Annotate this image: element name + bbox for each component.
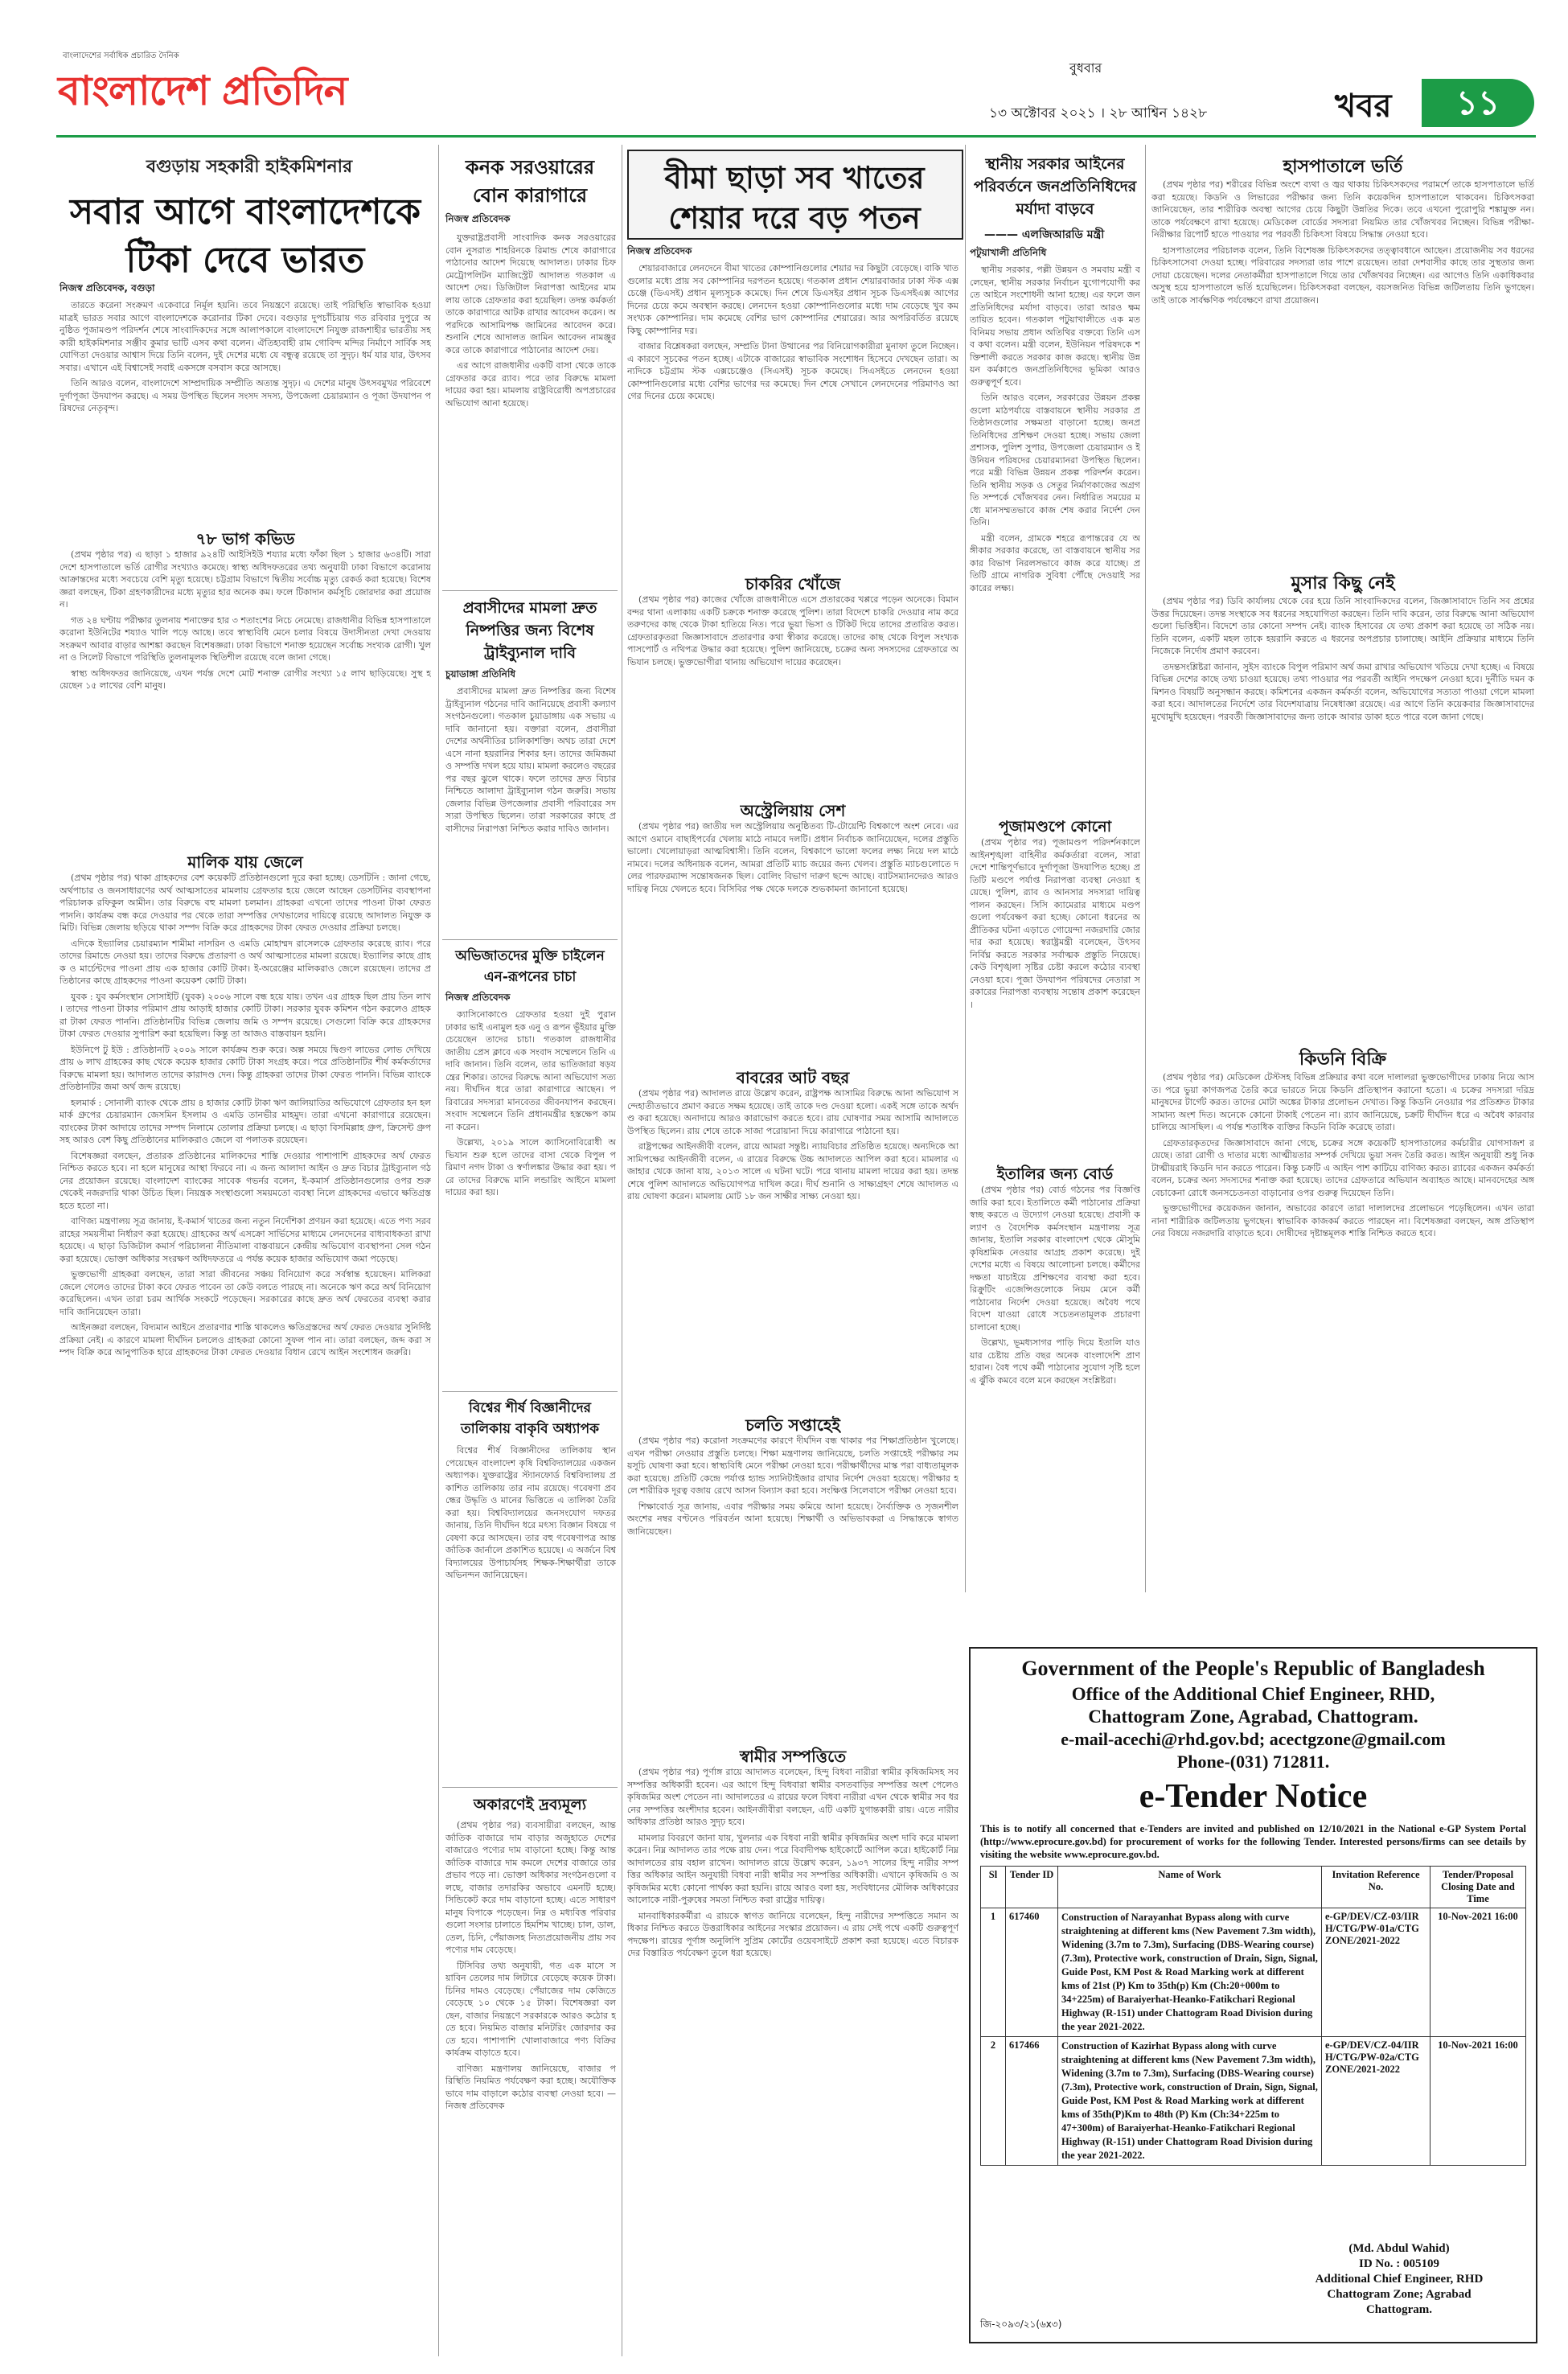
tender-intro: This is to notify all concerned that e-Tenders are invited and published on 12/10/2021 in the National e-GP System Portal (http://www.eprocure.gov.bd) for procurement of works for the following Tender. Interested persons/firms can see details by visiting the website www.eprocure.gov.bd. <box>980 1823 1526 1860</box>
tender-sl: 2 <box>981 2037 1006 2166</box>
subhead: চাকরির খোঁজে <box>745 574 841 594</box>
tender-email: e-mail-acechi@rhd.gov.bd; acectgzone@gmail.com <box>1061 1729 1446 1749</box>
page-number: ১১ <box>1455 83 1500 122</box>
subhead: স্বামীর সম্পত্তিতে <box>739 1747 847 1766</box>
article-body: (প্রথম পৃষ্ঠার পর) আদালত রায়ে উল্লেখ করেন, রাষ্ট্রপক্ষ আসামির বিরুদ্ধে আনা অভিযোগ সন্দেহাতীতভাবে প্রমাণ করতে সক্ষম হয়েছে। তাই তাকে দণ্ড দেওয়া হলো। একই সঙ্গে তাকে অর্থদণ্ড করা হয়েছে। অনাদায়ে আরও কারাভোগ করতে হবে। রায় ঘোষণার সময় আসামি আদালতে উপস্থিত ছিলেন। রায় শেষে তাকে সাজা পরোয়ানা দিয়ে কারাগারে পাঠানো হয়। রাষ্ট্রপক্ষের আইনজীবী বলেন, রায়ে আমরা সন্তুষ্ট। ন্যায়বিচার প্রতিষ্ঠিত হয়েছে। অন্যদিকে আসামিপক্ষের আইনজীবী বলেন, এ রায়ের বিরুদ্ধে উচ্চ আদালতে আপিল করা হবে। মামলার এজাহার থেকে জানা যায়, ২০১৩ সালে এ ঘটনা ঘটে। পরে থানায় মামলা দায়ের করা হয়। তদন্ত শেষে পুলিশ আদালতে অভিযোগপত্র দাখিল করে। দীর্ঘ শুনানি ও সাক্ষ্যগ্রহণ শেষে আদালত এ রায় ঘোষণা করেন। মামলায় মোট ১৮ জন সাক্ষীর সাক্ষ্য নেওয়া হয়। <box>627 1088 958 1201</box>
byline: নিজস্ব প্রতিবেদক <box>445 213 511 224</box>
article-body: (প্রথম পৃষ্ঠার পর) এ ছাড়া ১ হাজার ৯২৪টি আইসিইউ শয্যার মধ্যে ফাঁকা ছিল ১ হাজার ৬৩৪টি। সারা দেশে হাসপাতালে ভর্তি রোগীর সংখ্যাও কমেছে। স্বাস্থ্য অধিদফতরের তথ্য অনুযায়ী ঢাকা বিভাগে করোনায় আক্রান্তদের মধ্যে সবচেয়ে বেশি মৃত্যু হয়েছে। চট্টগ্রাম বিভাগে দ্বিতীয় সর্বোচ্চ মৃত্যু রেকর্ড করা হয়েছে। বিশেষজ্ঞরা বলছেন, টিকা গ্রহণকারীদের মধ্যে মৃত্যুর হার অনেক কম। ফলে টিকাদান কর্মসূচি জোরদার করা প্রয়োজন। গত ২৪ ঘণ্টায় পরীক্ষার তুলনায় শনাক্তের হার ৩ শতাংশের নিচে নেমেছে। রাজধানীর বিভিন্ন হাসপাতালে করোনা ইউনিটের শয্যাও খালি পড়ে আছে। তবে স্বাস্থ্যবিধি মেনে চলার বিষয়ে উদাসীনতা দেখা দেওয়ায় সংক্রমণ আবার বাড়ার আশঙ্কা করছেন বিশেষজ্ঞরা। ঢাকা বিভাগে শনাক্ত হয়েছেন সর্বোচ্চ সংখ্যক রোগী। খুলনা ও সিলেট বিভাগে পরিস্থিতি তুলনামূলক স্থিতিশীল রয়েছে বলে জানা গেছে। স্বাস্থ্য অধিদফতর জানিয়েছে, এখন পর্যন্ত দেশে মোট শনাক্ত রোগীর সংখ্যা ১৫ লাখ ছাড়িয়েছে। সুস্থ হয়েছেন ১৫ লাখের বেশি মানুষ। <box>60 549 431 691</box>
subhead: অস্ট্রেলিয়ায় সেশ <box>740 801 846 820</box>
issue-date: ১৩ অক্টোবর ২০২১ । ২৮ আশ্বিন ১৪২৮ <box>989 105 1208 121</box>
tender-closing: 10-Nov-2021 16:00 <box>1430 1908 1526 2037</box>
story-headline: এন-রূপনের চাচা <box>483 969 577 985</box>
masthead-rule <box>56 135 1536 138</box>
sign-id: ID No. : 005109 <box>1359 2257 1439 2270</box>
article-body: (প্রথম পৃষ্ঠার পর) পূর্ণাঙ্গ রায়ে আদালত বলেছেন, হিন্দু বিধবা নারীরা স্বামীর কৃষিজমিসহ সব সম্পত্তির অধিকারী হবেন। এর আগে হিন্দু বিধবারা স্বামীর বসতবাড়ির সম্পত্তির অংশ পেলেও কৃষিজমির অংশ পেতেন না। আদালতের এ রায়ের ফলে বিধবা নারীরা এখন থেকে স্বামীর সব ধরনের সম্পত্তির অংশীদার হবেন। আইনজীবীরা বলছেন, এটি একটি যুগান্তকারী রায়। এতে নারীর অধিকার প্রতিষ্ঠা আরও সুদৃঢ় হবে। মামলার বিবরণে জানা যায়, খুলনার এক বিধবা নারী স্বামীর কৃষিজমির অংশ দাবি করে মামলা করেন। নিম্ন আদালত তার পক্ষে রায় দেন। পরে বিবাদীপক্ষ হাইকোর্টে আপিল করে। হাইকোর্ট নিম্ন আদালতের রায় বহাল রাখেন। আদালত রায়ে উল্লেখ করেন, ১৯৩৭ সালের হিন্দু নারীর সম্পত্তির অধিকার আইন অনুযায়ী বিধবা নারী স্বামীর সব সম্পত্তির অধিকারী। এখানে কৃষিজমি ও অকৃষিজমির মধ্যে কোনো পার্থক্য করা হয়নি। রায়ে আরও বলা হয়, সংবিধানের মৌলিক অধিকারের আলোকে নারী-পুরুষের সমতা নিশ্চিত করা রাষ্ট্রের দায়িত্ব। মানবাধিকারকর্মীরা এ রায়কে স্বাগত জানিয়ে বলেছেন, হিন্দু নারীদের সম্পত্তিতে সমান অধিকার নিশ্চিত করতে উত্তরাধিকার আইনের সংস্কার প্রয়োজন। এ রায় সেই পথে একটি গুরুত্বপূর্ণ পদক্ষেপ। রায়ের পূর্ণাঙ্গ অনুলিপি সুপ্রিম কোর্টের ওয়েবসাইটে প্রকাশ করা হয়েছে। এতে বিচারকদের বিস্তারিত পর্যবেক্ষণ তুলে ধরা হয়েছে। <box>627 1767 958 1958</box>
story-headline: স্থানীয় সরকার আইনের <box>985 155 1125 173</box>
story-headline: বিশ্বের শীর্ষ বিজ্ঞানীদের <box>469 1400 591 1416</box>
tender-work: Construction of Kazirhat Bypass along with curve straightening at different kms (New Pavement 7.3m width), Widening (3.7m to 7.3m), Surfacing (DBS-Wearing course) (7.3m), Protective work, construction of Drain, Sign, Signal, Guide Post, KM Post & Road Marking work at different kms of 35th(P)Km to 48th (P) Km (Ch:34+225m to 47+300m) of Baraiyerhat-Heanko-Fatikchari Regional Highway (R-151) under Chattogram Road Division during the year 2021-2022. <box>1058 2037 1322 2166</box>
tender-ref: e-GP/DEV/CZ-03/IIRH/CTG/PW-01a/CTG ZONE/2021-2022 <box>1322 1908 1430 2037</box>
sign-name: (Md. Abdul Wahid) <box>1348 2242 1450 2255</box>
byline: নিজস্ব প্রতিবেদক, বগুড়া <box>60 282 155 294</box>
article-body: বিশ্বের শীর্ষ বিজ্ঞানীদের তালিকায় স্থান পেয়েছেন বাংলাদেশ কৃষি বিশ্ববিদ্যালয়ের একজন অধ্যাপক। যুক্তরাষ্ট্রের স্ট্যানফোর্ড বিশ্ববিদ্যালয় প্রকাশিত তালিকায় তার নাম রয়েছে। গবেষণা প্রবন্ধের উদ্ধৃতি ও মানের ভিত্তিতে এ তালিকা তৈরি করা হয়। বিশ্ববিদ্যালয়ের জনসংযোগ দফতর জানায়, তিনি দীর্ঘদিন ধরে মৎস্য বিজ্ঞান বিষয়ে গবেষণা করে আসছেন। তার বহু গবেষণাপত্র আন্তর্জাতিক জার্নালে প্রকাশিত হয়েছে। এ অর্জনে বিশ্ববিদ্যালয়ের উপাচার্যসহ শিক্ষক-শিক্ষার্থীরা তাকে অভিনন্দন জানিয়েছেন। <box>445 1445 616 1580</box>
subhead: মুসার কিছু নেই <box>1291 573 1395 594</box>
story-kicker: বগুড়ায় সহকারী হাইকমিশনার <box>146 157 353 177</box>
article-body: (প্রথম পৃষ্ঠার পর) কাজের খোঁজে রাজধানীতে এসে প্রতারকের খপ্পরে পড়েন অনেকে। বিমানবন্দর থানা এলাকায় একটি চক্রকে শনাক্ত করেছে পুলিশ। তারা বিদেশে চাকরি দেওয়ার নাম করে তরুণদের কাছ থেকে টাকা হাতিয়ে নিত। পরে ভুয়া ভিসা ও টিকিট দিয়ে তাদের প্রতারিত করত। গ্রেফতারকৃতরা জিজ্ঞাসাবাদে প্রতারণার কথা স্বীকার করেছে। তাদের কাছ থেকে বিপুল সংখ্যক পাসপোর্ট ও নথিপত্র উদ্ধার করা হয়েছে। পুলিশ জানিয়েছে, চক্রের অন্য সদস্যদের গ্রেফতারে অভিযান চলছে। ভুক্তভোগীরা থানায় অভিযোগ দায়ের করেছেন। <box>627 594 958 667</box>
article-body: (প্রথম পৃষ্ঠার পর) করোনা সংক্রমণের কারণে দীর্ঘদিন বন্ধ থাকার পর শিক্ষাপ্রতিষ্ঠান খুলেছে। এখন পরীক্ষা নেওয়ার প্রস্তুতি চলছে। শিক্ষা মন্ত্রণালয় জানিয়েছে, চলতি সপ্তাহেই পরীক্ষার সময়সূচি ঘোষণা করা হবে। স্বাস্থ্যবিধি মেনে পরীক্ষা নেওয়া হবে। পরীক্ষার্থীদের মাস্ক পরা বাধ্যতামূলক করা হয়েছে। প্রতিটি কেন্দ্রে পর্যাপ্ত হ্যান্ড স্যানিটাইজার রাখার নির্দেশ দেওয়া হয়েছে। পরীক্ষার হলে শারীরিক দূরত্ব বজায় রেখে আসন বিন্যাস করা হবে। সংক্ষিপ্ত সিলেবাসে পরীক্ষা নেওয়া হবে। শিক্ষাবোর্ড সূত্র জানায়, এবার পরীক্ষার সময় কমিয়ে আনা হয়েছে। নৈর্ব্যক্তিক ও সৃজনশীল অংশের নম্বর বণ্টনেও পরিবর্তন আনা হয়েছে। শিক্ষার্থী ও অভিভাবকরা এ সিদ্ধান্তকে স্বাগত জানিয়েছেন। <box>627 1435 958 1537</box>
tender-work: Construction of Narayanhat Bypass along with curve straightening at different kms (New Pavement 7.3m width), Widening (3.7m to 7.3m), Surfacing (DBS-Wearing course) (7.3m), Protective work, construction of Drain, Sign, Signal, Guide Post, KM Post & Road Marking work at different kms of 21st (P) Km to 35th(p) Km (Ch:20+000m to 34+225m) of Baraiyerhat-Heanko-Fatikchari Regional Highway (R-151) under Chattogram Road Division during the year 2021-2022. <box>1058 1908 1322 2037</box>
column-rule <box>965 145 966 1592</box>
headline-sub: ——— এলজিআরডি মন্ত্রী <box>984 228 1105 241</box>
column-rule <box>1145 145 1146 1592</box>
subhead: চলতি সপ্তাহেই <box>745 1415 840 1435</box>
story-headline: মর্যাদা বাড়বে <box>1016 200 1094 218</box>
subhead: ইতালির জন্য বোর্ড <box>996 1165 1114 1183</box>
article-body: (প্রথম পৃষ্ঠার পর) থাকা গ্রাহকদের বেশ কয়েকটি প্রতিষ্ঠানগুলো দূরে করা হচ্ছে। ডেসটিনি : জানা গেছে, অর্থপাচার ও জনসাধারণের অর্থ আত্মসাতের মামলায় গ্রেফতার হয়ে জেলে আছেন ডেসটিনির ব্যবস্থাপনা পরিচালক রফিকুল আমীন। তার বিরুদ্ধে বহু মামলা চলমান। গ্রাহকরা এখনো তাদের পাওনা টাকা ফেরত পাননি। কার্যক্রম বন্ধ করে দেওয়ার পর থেকে তারা সম্পত্তির দেখভালের দায়িত্বে রয়েছে আদালত নিযুক্ত কমিটি। বিভিন্ন জেলায় ছড়িয়ে থাকা সম্পদ বিক্রি করে গ্রাহকদের টাকা ফেরত দেওয়ার প্রক্রিয়া চলছে। এদিকে ইভ্যালির চেয়ারম্যান শামীমা নাসরিন ও এমডি মোহাম্মদ রাসেলকে গ্রেফতার করেছে র‌্যাব। পরে তাদের রিমান্ডে নেওয়া হয়। তাদের বিরুদ্ধে প্রতারণা ও অর্থ আত্মসাতের মামলা রয়েছে। ইভ্যালির কাছে গ্রাহক ও মার্চেন্টদের পাওনা প্রায় এক হাজার কোটি টাকা। ই-অরেঞ্জের মালিকরাও জেলে রয়েছেন। তাদের প্রতিষ্ঠানের কাছে গ্রাহকদের পাওনা কয়েকশ কোটি টাকা। যুবক : যুব কর্মসংস্থান সোসাইটি (যুবক) ২০০৬ সালে বন্ধ হয়ে যায়। তখন এর গ্রাহক ছিল প্রায় তিন লাখ। তাদের পাওনা টাকার পরিমাণ প্রায় আড়াই হাজার কোটি টাকা। সরকার যুবক কমিশন গঠন করলেও গ্রাহকরা টাকা ফেরত পাননি। প্রতিষ্ঠানটির বিভিন্ন জেলায় জমি ও সম্পদ রয়েছে। সেগুলো বিক্রি করে গ্রাহকদের টাকা ফেরত দেওয়ার সুপারিশ করা হয়েছিল। কিন্তু তা আজও বাস্তবায়ন হয়নি। ইউনিপে টু ইউ : প্রতিষ্ঠানটি ২০০৯ সালে কার্যক্রম শুরু করে। অল্প সময়ে দ্বিগুণ লাভের লোভ দেখিয়ে প্রায় ৬ লাখ গ্রাহকের কাছ থেকে কয়েক হাজার কোটি টাকা সংগ্রহ করে। পরে প্রতিষ্ঠানটির শীর্ষ কর্মকর্তাদের বিরুদ্ধে মামলা হয়। আদালত তাদের কারাদণ্ড দেন। কিন্তু গ্রাহকরা তাদের টাকা ফেরত পাননি। বিভিন্ন ব্যাংকে প্রতিষ্ঠানটির জমা অর্থ জব্দ রয়েছে। হলমার্ক : সোনালী ব্যাংক থেকে প্রায় ৪ হাজার কোটি টাকা ঋণ জালিয়াতির অভিযোগে গ্রেফতার হন হলমার্ক গ্রুপের চেয়ারম্যান জেসমিন ইসলাম ও এমডি তানভীর মাহমুদ। তারা এখনো কারাগারে রয়েছেন। ব্যাংকের টাকা আদায়ে তাদের সম্পদ নিলামে তোলার প্রক্রিয়া চলছে। এ ছাড়া বিসমিল্লাহ গ্রুপ, ক্রিসেন্ট গ্রুপসহ আরও বেশ কিছু প্রতিষ্ঠানের মালিকরাও জেলে বা পলাতক রয়েছেন। বিশেষজ্ঞরা বলছেন, প্রতারক প্রতিষ্ঠানের মালিকদের শাস্তি দেওয়ার পাশাপাশি গ্রাহকদের অর্থ ফেরত নিশ্চিত করতে হবে। না হলে মানুষের আস্থা ফিরবে না। এ জন্য আলাদা আইন ও দ্রুত বিচার ট্রাইব্যুনাল গঠনের প্রয়োজন রয়েছে। বাংলাদেশ ব্যাংকের সাবেক গভর্নর বলেন, ই-কমার্স প্রতিষ্ঠানগুলোর ওপর শুরু থেকেই নজরদারি থাকা উচিত ছিল। নিয়ন্ত্রক সংস্থাগুলো সময়মতো ব্যবস্থা নিলে গ্রাহকদের এভাবে ক্ষতিগ্রস্ত হতে হতো না। বাণিজ্য মন্ত্রণালয় সূত্র জানায়, ই-কমার্স খাতের জন্য নতুন নির্দেশিকা প্রণয়ন করা হয়েছে। এতে পণ্য সরবরাহের সময়সীমা নির্ধারণ করা হয়েছে। গ্রাহকের অর্থ এসক্রো সার্ভিসের মাধ্যমে লেনদেনের বাধ্যবাধকতা রাখা হয়েছে। এ ছাড়া ডিজিটাল কমার্স পরিচালনা নীতিমালা বাস্তবায়নে কেন্দ্রীয় অভিযোগ ব্যবস্থাপনা সেল গঠন করা হয়েছে। ভোক্তা অধিকার সংরক্ষণ অধিদফতরে এ পর্যন্ত কয়েক হাজার অভিযোগ জমা পড়েছে। ভুক্তভোগী গ্রাহকরা বলছেন, তারা সারা জীবনের সঞ্চয় বিনিয়োগ করে সর্বস্বান্ত হয়েছেন। মালিকরা জেলে গেলেও তাদের টাকা কবে ফেরত পাবেন তা কেউ বলতে পারছে না। অনেকে ঋণ করে অর্থ বিনিয়োগ করেছিলেন। এখন তারা চরম আর্থিক সংকটে পড়েছেন। সরকারের কাছে দ্রুত অর্থ ফেরতের ব্যবস্থা করার দাবি জানিয়েছেন তারা। আইনজ্ঞরা বলছেন, বিদ্যমান আইনে প্রতারণার শাস্তি থাকলেও ক্ষতিগ্রস্তদের অর্থ ফেরত দেওয়ার সুনির্দিষ্ট প্রক্রিয়া নেই। এ কারণে মামলা দীর্ঘদিন চললেও গ্রাহকরা কোনো সুফল পান না। তারা বলছেন, জব্দ করা সম্পদ বিক্রি করে আনুপাতিক হারে গ্রাহকদের টাকা ফেরত দেওয়ার বিধান রেখে আইন সংশোধন জরুরি। <box>60 873 431 1357</box>
page-number-badge <box>1422 79 1534 127</box>
story-headline: প্রবাসীদের মামলা দ্রুত <box>462 599 597 617</box>
logo: বাংলাদেশ প্রতিদিন <box>58 68 347 114</box>
article-body: শেয়ারবাজারে লেনদেনে বীমা খাতের কোম্পানিগুলোর শেয়ার দর কিছুটা বেড়েছে। বাকি খাতগুলোর মধ্যে প্রায় সব কোম্পানির দরপতন হয়েছে। গতকাল প্রধান শেয়ারবাজার ঢাকা স্টক এক্সচেঞ্জে (ডিএসই) প্রধান মূল্যসূচক কমেছে। দিন শেষে ডিএসইর প্রধান সূচক ডিএসইএক্স আগের দিনের চেয়ে কমে অবস্থান করছে। লেনদেন হওয়া কোম্পানিগুলোর মধ্যে দাম বেড়েছে খুব কম সংখ্যক কোম্পানির। দাম কমেছে বেশির ভাগ কোম্পানির শেয়ারের। আর অপরিবর্তিত রয়েছে কিছু কোম্পানির দর। বাজার বিশ্লেষকরা বলছেন, সম্প্রতি টানা উত্থানের পর বিনিয়োগকারীরা মুনাফা তুলে নিচ্ছেন। এ কারণে সূচকের পতন হচ্ছে। এটাকে বাজারের স্বাভাবিক সংশোধন হিসেবে দেখছেন তারা। অন্যদিকে চট্টগ্রাম স্টক এক্সচেঞ্জেও (সিএসই) সূচক কমেছে। সিএসইতে লেনদেন হওয়া কোম্পানিগুলোর মধ্যে বেশির ভাগের দর কমেছে। দিন শেষে সেখানে লেনদেনের পরিমাণও আগের দিনের চেয়ে কমেছে। <box>627 263 958 401</box>
subhead: পূজামণ্ডপে কোনো <box>998 818 1112 836</box>
article-body: (প্রথম পৃষ্ঠার পর) জাতীয় দল অস্ট্রেলিয়ায় অনুষ্ঠিতব্য টি-টোয়েন্টি বিশ্বকাপে অংশ নেবে। এর আগে ওমানে বাছাইপর্বের খেলায় মাঠে নামবে দলটি। প্রধান নির্বাচক জানিয়েছেন, দলের প্রস্তুতি ভালো। খেলোয়াড়রা আত্মবিশ্বাসী। তিনি বলেন, বিশ্বকাপে ভালো ফলের লক্ষ্য নিয়ে দল মাঠে নামবে। দলের অধিনায়ক বলেন, আমরা প্রতিটি ম্যাচ জয়ের জন্য খেলব। প্রস্তুতি ম্যাচগুলোতে দলের পারফরম্যান্স সন্তোষজনক ছিল। বোলিং বিভাগ দারুণ ছন্দে আছে। ব্যাটসম্যানদেরও আরও দায়িত্ব নিয়ে খেলতে হবে। বিসিবির পক্ষ থেকে দলকে শুভকামনা জানানো হয়েছে। <box>627 821 958 894</box>
story-headline: হাসপাতালে ভর্তি <box>1283 157 1403 177</box>
article-body: (প্রথম পৃষ্ঠার পর) শরীরের বিভিন্ন অংশে ব্যথা ও জ্বর থাকায় চিকিৎসকদের পরামর্শে তাকে হাসপাতালে ভর্তি করা হয়েছে। কিডনি ও লিভারের পরীক্ষার জন্য তিনি কয়েকদিন হাসপাতালে থাকবেন। চিকিৎসকরা জানিয়েছেন, তার শারীরিক অবস্থা আগের চেয়ে কিছুটা উন্নতির দিকে। তবে এখনো পুরোপুরি শঙ্কামুক্ত নন। তাকে পর্যবেক্ষণে রাখা হয়েছে। মেডিকেল বোর্ডের সদস্যরা নিয়মিত তার খোঁজখবর নিচ্ছেন। বিভিন্ন পরীক্ষা-নিরীক্ষার রিপোর্ট হাতে পাওয়ার পর পরবর্তী চিকিৎসা বিষয়ে সিদ্ধান্ত নেওয়া হবে। হাসপাতালের পরিচালক বলেন, তিনি বিশেষজ্ঞ চিকিৎসকদের তত্ত্বাবধানে আছেন। প্রয়োজনীয় সব ধরনের চিকিৎসাসেবা দেওয়া হচ্ছে। পরিবারের সদস্যরা তার পাশে রয়েছেন। তারা দেশবাসীর কাছে তার সুস্থতার জন্য দোয়া চেয়েছেন। দলের নেতাকর্মীরা হাসপাতালে গিয়ে তার খোঁজখবর নিচ্ছেন। এর আগেও তিনি একাধিকবার অসুস্থ হয়ে হাসপাতালে ভর্তি হয়েছিলেন। চিকিৎসকরা বলছেন, বয়সজনিত বিভিন্ন জটিলতায় তিনি ভুগছেন। তাই তাকে সার্বক্ষণিক পর্যবেক্ষণে রাখা প্রয়োজন। <box>1151 179 1534 306</box>
article-body: ক্যাসিনোকাণ্ডে গ্রেফতার হওয়া দুই পুরান ঢাকার ভাই এনামুল হক এনু ও রূপন ভূঁইয়ার মুক্তি চেয়েছেন তাদের চাচা। গতকাল রাজধানীর জাতীয় প্রেস ক্লাবে এক সংবাদ সম্মেলনে তিনি এ দাবি জানান। তিনি বলেন, তার ভাতিজারা ষড়যন্ত্রের শিকার। তাদের বিরুদ্ধে আনা অভিযোগ সত্য নয়। দীর্ঘদিন ধরে তারা কারাগারে আছেন। পরিবারের সদস্যরা মানবেতর জীবনযাপন করছেন। সংবাদ সম্মেলনে তিনি প্রধানমন্ত্রীর হস্তক্ষেপ কামনা করেন। উল্লেখ্য, ২০১৯ সালে ক্যাসিনোবিরোধী অভিযান শুরু হলে তাদের বাসা থেকে বিপুল পরিমাণ নগদ টাকা ও স্বর্ণালঙ্কার উদ্ধার করা হয়। পরে তাদের বিরুদ্ধে মানি লন্ডারিং আইনে মামলা দায়ের করা হয়। <box>445 1009 616 1197</box>
section-rule <box>442 1787 618 1788</box>
article-body: স্থানীয় সরকার, পল্লী উন্নয়ন ও সমবায় মন্ত্রী বলেছেন, স্থানীয় সরকার নির্বাচন যুগোপযোগী করতে আইনে সংশোধনী আনা হচ্ছে। এর ফলে জনপ্রতিনিধিদের মর্যাদা বাড়বে। তারা আরও ক্ষমতায়িত হবেন। গতকাল পটুয়াখালীতে এক মতবিনিময় সভায় প্রধান অতিথির বক্তব্যে তিনি এসব কথা বলেন। মন্ত্রী বলেন, ইউনিয়ন পরিষদকে শক্তিশালী করতে সরকার কাজ করছে। স্থানীয় উন্নয়ন কর্মকাণ্ডে জনপ্রতিনিধিদের ভূমিকা আরও গুরুত্বপূর্ণ হবে। তিনি আরও বলেন, সরকারের উন্নয়ন প্রকল্পগুলো মাঠপর্যায়ে বাস্তবায়নে স্থানীয় সরকার প্রতিষ্ঠানগুলোর সক্ষমতা বাড়ানো হচ্ছে। জনপ্রতিনিধিদের প্রশিক্ষণ দেওয়া হচ্ছে। সভায় জেলা প্রশাসক, পুলিশ সুপার, উপজেলা চেয়ারম্যান ও ইউনিয়ন পরিষদের চেয়ারম্যানরা উপস্থিত ছিলেন। পরে মন্ত্রী বিভিন্ন উন্নয়ন প্রকল্প পরিদর্শন করেন। তিনি স্থানীয় সড়ক ও সেতুর নির্মাণকাজের অগ্রগতি সম্পর্কে খোঁজখবর নেন। নির্ধারিত সময়ের মধ্যে মানসম্মতভাবে কাজ শেষ করার নির্দেশ দেন তিনি। মন্ত্রী বলেন, গ্রামকে শহরে রূপান্তরের যে অঙ্গীকার সরকার করেছে, তা বাস্তবায়নে স্থানীয় সরকার বিভাগ নিরলসভাবে কাজ করে যাচ্ছে। প্রতিটি গ্রামে নাগরিক সুবিধা পৌঁছে দেওয়াই সরকারের লক্ষ্য। <box>970 265 1140 594</box>
subhead: কিডনি বিক্রি <box>1299 1049 1387 1070</box>
byline: নিজস্ব প্রতিবেদক <box>445 992 511 1003</box>
story-headline: সবার আগে বাংলাদেশকে <box>69 191 421 232</box>
column-rule <box>438 145 439 2356</box>
tender-header: Tender ID <box>1006 1867 1058 1908</box>
subhead: মালিক যায় জেলে <box>187 852 303 872</box>
tender-header: Invitation Reference No. <box>1322 1867 1430 1908</box>
sign-title: Additional Chief Engineer, RHD <box>1315 2273 1484 2286</box>
article-body: (প্রথম পৃষ্ঠার পর) বোর্ড গঠনের পর বিজ্ঞপ্তি জারি করা হবে। ইতালিতে কর্মী পাঠানোর প্রক্রিয়া স্বচ্ছ করতে এ উদ্যোগ নেওয়া হয়েছে। প্রবাসী কল্যাণ ও বৈদেশিক কর্মসংস্থান মন্ত্রণালয় সূত্র জানায়, ইতালি সরকার বাংলাদেশ থেকে মৌসুমি কৃষিশ্রমিক নেওয়ার আগ্রহ প্রকাশ করেছে। দুই দেশের মধ্যে এ বিষয়ে আলোচনা চলছে। কর্মীদের দক্ষতা যাচাইয়ে প্রশিক্ষণের ব্যবস্থা করা হবে। রিক্রুটিং এজেন্সিগুলোকে নিয়ম মেনে কর্মী পাঠানোর নির্দেশ দেওয়া হয়েছে। অবৈধ পথে বিদেশ যাওয়া রোধে সচেতনতামূলক প্রচারণা চালানো হচ্ছে। উল্লেখ্য, ভূমধ্যসাগর পাড়ি দিয়ে ইতালি যাওয়ার চেষ্টায় প্রতি বছর অনেক বাংলাদেশি প্রাণ হারান। বৈধ পথে কর্মী পাঠানোর সুযোগ সৃষ্টি হলে এ ঝুঁকি কমবে বলে মনে করছেন সংশ্লিষ্টরা। <box>970 1185 1140 1386</box>
subhead: ৭৮ ভাগ কভিড <box>195 529 295 548</box>
story-headline: কনক সরওয়ারের <box>465 156 595 179</box>
tender-ref: e-GP/DEV/CZ-04/IIRH/CTG/PW-02a/CTG ZONE/2021-2022 <box>1322 2037 1430 2166</box>
section-rule <box>442 939 618 940</box>
story-headline: বোন কারাগারে <box>472 184 588 207</box>
story-headline: শেয়ার দরে বড় পতন <box>668 200 921 236</box>
tender-header: Tender/Proposal Closing Date and Time <box>1430 1867 1526 1908</box>
article-body: (প্রথম পৃষ্ঠার পর) পূজামণ্ডপ পরিদর্শনকালে আইনশৃঙ্খলা বাহিনীর কর্মকর্তারা বলেন, সারা দেশে শান্তিপূর্ণভাবে দুর্গাপূজা উদযাপিত হচ্ছে। প্রতিটি মণ্ডপে পর্যাপ্ত নিরাপত্তা ব্যবস্থা নেওয়া হয়েছে। পুলিশ, র‌্যাব ও আনসার সদস্যরা দায়িত্ব পালন করছেন। সিসি ক্যামেরার মাধ্যমে মণ্ডপগুলো পর্যবেক্ষণ করা হচ্ছে। কোনো ধরনের অপ্রীতিকর ঘটনা এড়াতে গোয়েন্দা নজরদারি জোরদার করা হয়েছে। স্বরাষ্ট্রমন্ত্রী বলেছেন, উৎসব নির্বিঘ্ন করতে সরকার সর্বাত্মক প্রস্তুতি নিয়েছে। কেউ বিশৃঙ্খলা সৃষ্টির চেষ্টা করলে কঠোর ব্যবস্থা নেওয়া হবে। পূজা উদযাপন পরিষদের নেতারা সরকারের নিরাপত্তা ব্যবস্থায় সন্তোষ প্রকাশ করেছেন। <box>970 837 1140 1010</box>
masthead <box>0 0 1568 137</box>
section-rule <box>442 1391 618 1392</box>
tender-header: Name of Work <box>1058 1867 1322 1908</box>
tender-id: 617466 <box>1006 2037 1058 2166</box>
tender-address: Chattogram Zone, Agrabad, Chattogram. <box>1088 1707 1418 1727</box>
table-row <box>981 1908 1526 2037</box>
story-headline: বীমা ছাড়া সব খাতের <box>664 160 925 195</box>
story-headline: ট্রাইব্যুনাল দাবি <box>483 644 577 662</box>
tender-office: Office of the Additional Chief Engineer, RHD, <box>1071 1684 1435 1704</box>
article-body: (প্রথম পৃষ্ঠার পর) ব্যবসায়ীরা বলছেন, আন্তর্জাতিক বাজারে দাম বাড়ার অজুহাতে দেশের বাজারেও পণ্যের দাম বাড়ানো হচ্ছে। কিন্তু আন্তর্জাতিক বাজারে দাম কমলে দেশের বাজারে তার প্রভাব পড়ে না। ভোক্তা অধিকার সংগঠনগুলো বলছে, বাজার তদারকির অভাবে এমনটি হচ্ছে। সিন্ডিকেট করে দাম বাড়ানো হচ্ছে। এতে সাধারণ মানুষ বিপাকে পড়েছেন। নিম্ন ও মধ্যবিত্ত পরিবারগুলো সংসার চালাতে হিমশিম খাচ্ছে। চাল, ডাল, তেল, চিনি, পেঁয়াজসহ নিত্যপ্রয়োজনীয় প্রায় সব পণ্যের দাম বেড়েছে। টিসিবির তথ্য অনুযায়ী, গত এক মাসে সয়াবিন তেলের দাম লিটারে বেড়েছে কয়েক টাকা। চিনির দামও বেড়েছে। পেঁয়াজের দাম কেজিতে বেড়েছে ১০ থেকে ১৫ টাকা। বিশেষজ্ঞরা বলছেন, বাজার নিয়ন্ত্রণে সরকারকে আরও কঠোর হতে হবে। নিয়মিত বাজার মনিটরিং জোরদার করতে হবে। পাশাপাশি খোলাবাজারে পণ্য বিক্রির কার্যক্রম বাড়াতে হবে। বাণিজ্য মন্ত্রণালয় জানিয়েছে, বাজার পরিস্থিতি নিয়মিত পর্যবেক্ষণ করা হচ্ছে। অযৌক্তিকভাবে দাম বাড়ালে কঠোর ব্যবস্থা নেওয়া হবে। —নিজস্ব প্রতিবেদক <box>445 1820 616 2111</box>
article-body: (প্রথম পৃষ্ঠার পর) মেডিকেল টেস্টসহ বিভিন্ন প্রক্রিয়ার কথা বলে দালালরা ভুক্তভোগীদের ঢাকায় নিয়ে আসত। পরে ভুয়া কাগজপত্র তৈরি করে ভারতে নিয়ে কিডনি প্রতিস্থাপন করানো হতো। এ চক্রের সদস্যরা দরিদ্র মানুষদের টার্গেট করত। তাদের মোটা অঙ্কের টাকার প্রলোভন দেখাত। কিন্তু কিডনি নেওয়ার পর প্রতিশ্রুত টাকার সামান্য অংশ দিত। অনেকে কোনো টাকাই পেতেন না। র‌্যাব জানিয়েছে, চক্রটি দীর্ঘদিন ধরে এ অবৈধ কারবার চালিয়ে আসছিল। এ পর্যন্ত শতাধিক ব্যক্তির কিডনি বিক্রি করেছে তারা। গ্রেফতারকৃতদের জিজ্ঞাসাবাদে জানা গেছে, চক্রের সঙ্গে কয়েকটি হাসপাতালের কর্মচারীর যোগসাজশ রয়েছে। তারা রোগী ও দাতার মধ্যে আত্মীয়তার সম্পর্ক দেখিয়ে ভুয়া সনদ তৈরি করত। আইন অনুযায়ী শুধু নিকটাত্মীয়রাই কিডনি দান করতে পারেন। কিন্তু চক্রটি এ আইন পাশ কাটিয়ে বাণিজ্য করত। র‌্যাবের একজন কর্মকর্তা বলেন, চক্রের অন্য সদস্যদের শনাক্ত করা হয়েছে। তাদের গ্রেফতারে অভিযান অব্যাহত আছে। মানবদেহের অঙ্গ বেচাকেনা রোধে জনসচেতনতা বাড়ানোর ওপর গুরুত্ব দিয়েছেন তিনি। ভুক্তভোগীদের কয়েকজন জানান, অভাবের কারণে তারা দালালদের প্রলোভনে পড়েছিলেন। এখন তারা নানা শারীরিক জটিলতায় ভুগছেন। স্বাভাবিক কাজকর্ম করতে পারছেন না। বিশেষজ্ঞরা বলছেন, অঙ্গ প্রতিস্থাপনের বিষয়ে নজরদারি বাড়াতে হবে। দোষীদের দৃষ্টান্তমূলক শাস্তি নিশ্চিত করতে হবে। <box>1151 1072 1534 1238</box>
byline: নিজস্ব প্রতিবেদক <box>627 245 692 257</box>
sign-office: Chattogram Zone; Agrabad <box>1327 2288 1472 2301</box>
ad-code: জি-২০৯৩/২১(৬x৩) <box>980 2319 1062 2330</box>
section-name: খবর <box>1335 88 1392 125</box>
byline: পটুয়াখালী প্রতিনিধি <box>970 247 1047 258</box>
table-row <box>981 2037 1526 2166</box>
tender-notice <box>969 1647 1537 2343</box>
tender-sl: 1 <box>981 1908 1006 2037</box>
tender-phone: Phone-(031) 712811. <box>1176 1752 1330 1772</box>
tender-govt: Government of the People's Republic of Bangladesh <box>1021 1657 1485 1680</box>
story-headline: তালিকায় বাকৃবি অধ্যাপক <box>460 1421 600 1437</box>
story-headline: নিষ্পত্তির জন্য বিশেষ <box>466 622 594 639</box>
signature-block <box>1279 2241 1520 2318</box>
issue-day: বুধবার <box>1069 60 1102 76</box>
tender-id: 617460 <box>1006 1908 1058 2037</box>
byline: চুয়াডাঙ্গা প্রতিনিধি <box>445 668 516 680</box>
logo-tagline: বাংলাদেশের সর্বাধিক প্রচারিত দৈনিক <box>63 51 179 60</box>
article-body: প্রবাসীদের মামলা দ্রুত নিষ্পত্তির জন্য বিশেষ ট্রাইব্যুনাল গঠনের দাবি জানিয়েছে প্রবাসী কল্যাণ সংগঠনগুলো। গতকাল চুয়াডাঙ্গায় এক সভায় এ দাবি জানানো হয়। বক্তারা বলেন, প্রবাসীরা দেশের অর্থনীতির চালিকাশক্তি। অথচ তারা দেশে এসে নানা হয়রানির শিকার হন। তাদের জমিজমা ও সম্পত্তি দখল হয়ে যায়। মামলা করলেও বছরের পর বছর ঝুলে থাকে। ফলে তাদের দ্রুত বিচার নিশ্চিতে আলাদা ট্রাইব্যুনাল গঠন জরুরি। সভায় জেলার বিভিন্ন উপজেলার প্রবাসী পরিবারের সদস্যরা উপস্থিত ছিলেন। তারা সরকারের কাছে প্রবাসীদের নিরাপত্তা নিশ্চিত করার দাবিও জানান। <box>445 686 616 834</box>
story-headline: অকারণেই দ্রব্যমূল্য <box>473 1796 587 1813</box>
sign-city: Chattogram. <box>1365 2303 1433 2316</box>
tender-header: Sl <box>981 1867 1006 1908</box>
article-body: (প্রথম পৃষ্ঠার পর) ডিবি কার্যালয় থেকে বের হয়ে তিনি সাংবাদিকদের বলেন, জিজ্ঞাসাবাদে তিনি সব প্রশ্নের উত্তর দিয়েছেন। তদন্ত সংস্থাকে সব ধরনের সহযোগিতা করছেন। তিনি দাবি করেন, তার বিরুদ্ধে আনা অভিযোগগুলো ভিত্তিহীন। বিদেশে তার কোনো সম্পদ নেই। ব্যাংক হিসাবের যে তথ্য প্রকাশ করা হয়েছে তা সঠিক নয়। তিনি বলেন, একটি মহল তাকে হয়রানি করতে এ ধরনের অপপ্রচার চালাচ্ছে। আইনি প্রক্রিয়ার মাধ্যমে তিনি নিজেকে নির্দোষ প্রমাণ করবেন। তদন্তসংশ্লিষ্টরা জানান, সুইস ব্যাংকে বিপুল পরিমাণ অর্থ জমা রাখার অভিযোগ খতিয়ে দেখা হচ্ছে। এ বিষয়ে বিভিন্ন দেশের কাছে তথ্য চাওয়া হয়েছে। তথ্য পাওয়ার পর পরবর্তী আইনি পদক্ষেপ নেওয়া হবে। দুর্নীতি দমন কমিশনও বিষয়টি অনুসন্ধান করছে। কমিশনের একজন কর্মকর্তা বলেন, অভিযোগের সত্যতা পাওয়া গেলে মামলা করা হবে। আদালতের নির্দেশে তার বিদেশযাত্রায় নিষেধাজ্ঞা রয়েছে। এর আগে তিনি কয়েকবার জিজ্ঞাসাবাদের মুখোমুখি হয়েছেন। পরবর্তী জিজ্ঞাসাবাদের জন্য তাকে আবার ডাকা হতে পারে বলে জানা গেছে। <box>1151 596 1534 722</box>
tender-table <box>980 1866 1526 2166</box>
article-body: যুক্তরাষ্ট্রপ্রবাসী সাংবাদিক কনক সরওয়ারের বোন নুসরাত শাহরিনকে রিমান্ড শেষে কারাগারে পাঠানোর আদেশ দিয়েছে আদালত। ঢাকার চিফ মেট্রোপলিটন ম্যাজিস্ট্রেট আদালত গতকাল এ আদেশ দেয়। ডিজিটাল নিরাপত্তা আইনের মামলায় তাকে গ্রেফতার করা হয়েছিল। তদন্ত কর্মকর্তা তাকে কারাগারে আটক রাখার আবেদন করেন। অপরদিকে আসামিপক্ষ জামিনের আবেদন করে। শুনানি শেষে আদালত জামিন আবেদন নামঞ্জুর করে তাকে কারাগারে পাঠানোর আদেশ দেয়। এর আগে রাজধানীর একটি বাসা থেকে তাকে গ্রেফতার করে র‌্যাব। পরে তার বিরুদ্ধে মামলা দায়ের করা হয়। মামলায় রাষ্ট্রবিরোধী অপপ্রচারের অভিযোগ আনা হয়েছে। <box>445 232 616 409</box>
story-headline: অভিজাতদের মুক্তি চাইলেন <box>455 948 605 964</box>
tender-title: e-Tender Notice <box>1139 1778 1368 1815</box>
tender-closing: 10-Nov-2021 16:00 <box>1430 2037 1526 2166</box>
section-rule <box>442 590 618 591</box>
article-body: তারতে করেনা সংক্রমণ একেবারে নির্মূল হয়নি। তবে নিয়ন্ত্রণে রয়েছে। তাই পরিস্থিতি স্বাভাবিক হওয়া মাত্রই ভারত সবার আগে বাংলাদেশকে করোনার টিকা দেবে। বগুড়ার দুপচাঁচিয়ায় গত রবিবার দুপুরে অনুষ্ঠিত পূজামণ্ডপ পরিদর্শন শেষে সাংবাদিকদের সঙ্গে আলাপকালে বাংলাদেশে নিযুক্ত রাজশাহীর ভারতীয় সহকারী হাইকমিশনার সঞ্জীব কুমার ভাটি এসব কথা বলেন। ঐতিহ্যবাহী রাম গোবিন্দ মন্দির নির্মাণে সার্বিক সহযোগিতা দেওয়ার আশ্বাস দিয়ে তিনি বলেন, দুই দেশের মধ্যে যে বন্ধুত্ব রয়েছে তা সুদৃঢ়। ধর্ম যার যার, উৎসব সবার। এখানে এই বিশ্বাসেই সবাই একসঙ্গে বসবাস করে আসছে। তিনি আরও বলেন, বাংলাদেশে সাম্প্রদায়িক সম্প্রীতি অত্যন্ত সুদৃঢ়। এ দেশের মানুষ উৎসবমুখর পরিবেশে দুর্গাপূজা উদযাপন করছে। এ সময় উপস্থিত ছিলেন সংসদ সদস্য, উপজেলা চেয়ারম্যান ও পূজা উদযাপন পরিষদের নেতৃবৃন্দ। <box>60 300 431 413</box>
subhead: বাবরের আট বছর <box>736 1068 850 1087</box>
story-headline: পরিবর্তনে জনপ্রতিনিধিদের <box>973 178 1137 195</box>
story-headline: টিকা দেবে ভারত <box>125 240 365 281</box>
